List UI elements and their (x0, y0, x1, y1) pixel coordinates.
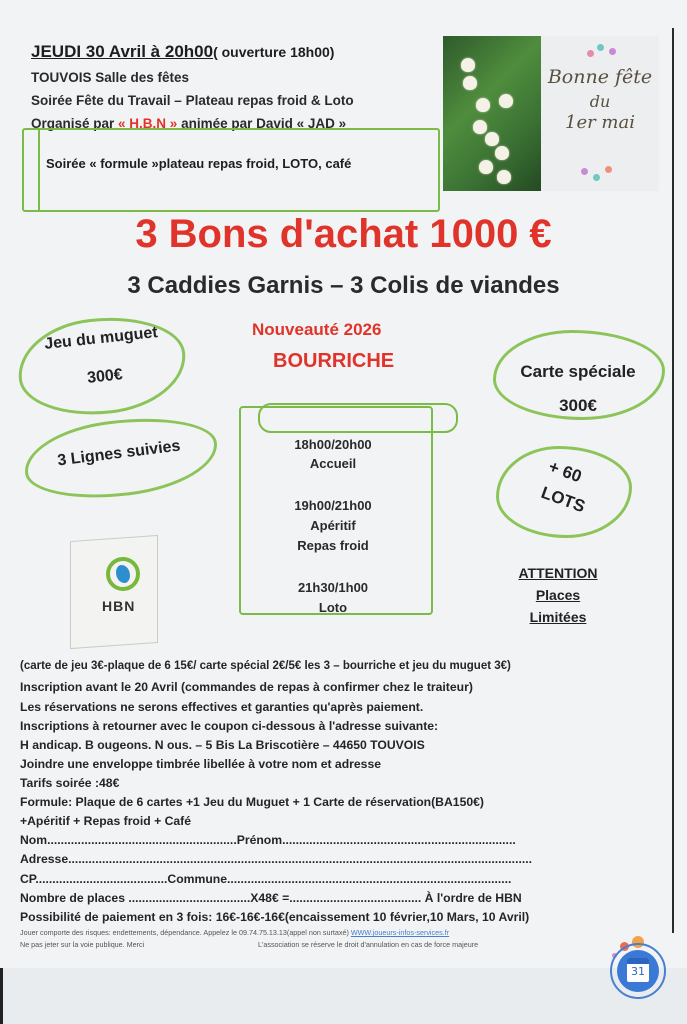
hbn-logo-icon (106, 557, 140, 591)
venue-line: TOUVOIS Salle des fêtes (31, 70, 190, 85)
main-prize-heading: 3 Bons d'achat 1000 € (135, 212, 552, 256)
attention-line: Places (535, 587, 581, 603)
tariff-line: Tarifs soirée :48€ (20, 776, 120, 790)
pricing-line: (carte de jeu 3€-plaque de 6 15€/ carte spécial 2€/5€ les 3 – bourriche et jeu du muguet 3€) (20, 660, 511, 672)
gambling-warning: Jouer comporte des risques: endettements, dépendance. Appelez le 09.74.75.13.13(appel non surtaxé) WWW.joueurs-infos-services.fr (20, 928, 450, 937)
new-item: BOURRICHE (273, 350, 395, 372)
logo-text: HBN (102, 598, 136, 614)
lots-count: + 60 (546, 456, 585, 487)
schedule-time: 18h00/20h00 (294, 437, 372, 452)
organizer-name: « H.B.N » (118, 116, 178, 131)
scroll-roll (258, 403, 458, 433)
formula-line: +Apéritif + Repas froid + Café (20, 814, 192, 828)
calendar-day: 31 (631, 965, 645, 978)
schedule-activity: Repas froid (297, 538, 369, 553)
cancel-note: L'association se réserve le droit d'annulation en cas de force majeure (258, 940, 479, 949)
attention-label: ATTENTION (518, 565, 598, 581)
background-area (0, 968, 687, 1024)
detail-line: Joindre une enveloppe timbrée libellée à votre nom et adresse (20, 757, 382, 771)
dark-edge (0, 968, 3, 1024)
carte-title: Carte spéciale (520, 362, 636, 381)
payment-line: Possibilité de paiement en 3 fois: 16€-16€-16€(encaissement 10 février,10 Mars, 10 Avril) (20, 910, 530, 924)
formula-line: Formule: Plaque de 6 cartes +1 Jeu du Muguet + 1 Carte de réservation(BA150€) (20, 795, 484, 809)
form-places-field: Nombre de places ....................................X48€ =....................................... À l'ordre de HBN (20, 891, 522, 905)
address-line: H andicap. B ougeons. N ous. – 5 Bis La Briscotière – 44650 TOUVOIS (20, 738, 425, 752)
detail-line: Inscriptions à retourner avec le coupon ci-dessous à l'adresse suivante: (20, 719, 439, 733)
schedule-time: 19h00/21h00 (294, 498, 372, 513)
organizer-line: Organisé par « H.B.N » animée par David « JAD » (31, 116, 347, 131)
logo-flag (70, 535, 158, 649)
greeting-card: Bonne fête du 1er mai (541, 36, 659, 191)
page-border-line (672, 28, 674, 933)
litter-note: Ne pas jeter sur la voie publique. Merci (20, 940, 145, 949)
detail-line: Les réservations ne serons effectives et garanties qu'après paiement. (20, 700, 424, 714)
schedule-activity: Loto (318, 600, 348, 615)
event-line: Soirée Fête du Travail – Plateau repas froid & Loto (31, 93, 354, 108)
form-cp-field: CP.......................................Commune.................................................................................... (20, 872, 512, 886)
schedule-activity: Accueil (309, 456, 357, 471)
calendar-header (627, 958, 649, 964)
form-name-field: Nom........................................................Prénom..................................................................... (20, 833, 516, 847)
lots-label: LOTS (538, 482, 588, 517)
formule-text: Soirée « formule »plateau repas froid, LOTO, café (46, 156, 352, 171)
form-address-field: Adresse......................................................................................................................................... (20, 852, 532, 866)
event-date-heading: JEUDI 30 Avril à 20h00( ouverture 18h00) (31, 42, 335, 61)
lignes-label: 3 Lignes suivies (56, 437, 182, 470)
muguet-value: 300€ (86, 366, 124, 387)
new-label: Nouveauté 2026 (252, 320, 382, 339)
attention-line: Limitées (529, 609, 587, 625)
help-link[interactable]: WWW.joueurs-infos-services.fr (350, 928, 450, 937)
detail-line: Inscription avant le 20 Avril (commandes de repas à confirmer chez le traiteur) (20, 680, 473, 694)
schedule-time: 21h30/1h00 (297, 580, 369, 595)
secondary-prize-heading: 3 Caddies Garnis – 3 Colis de viandes (127, 272, 560, 299)
schedule-activity: Apéritif (310, 518, 356, 533)
muguet-title: Jeu du muguet (43, 324, 159, 353)
carte-value: 300€ (559, 396, 597, 415)
lily-of-the-valley-photo (443, 36, 541, 191)
